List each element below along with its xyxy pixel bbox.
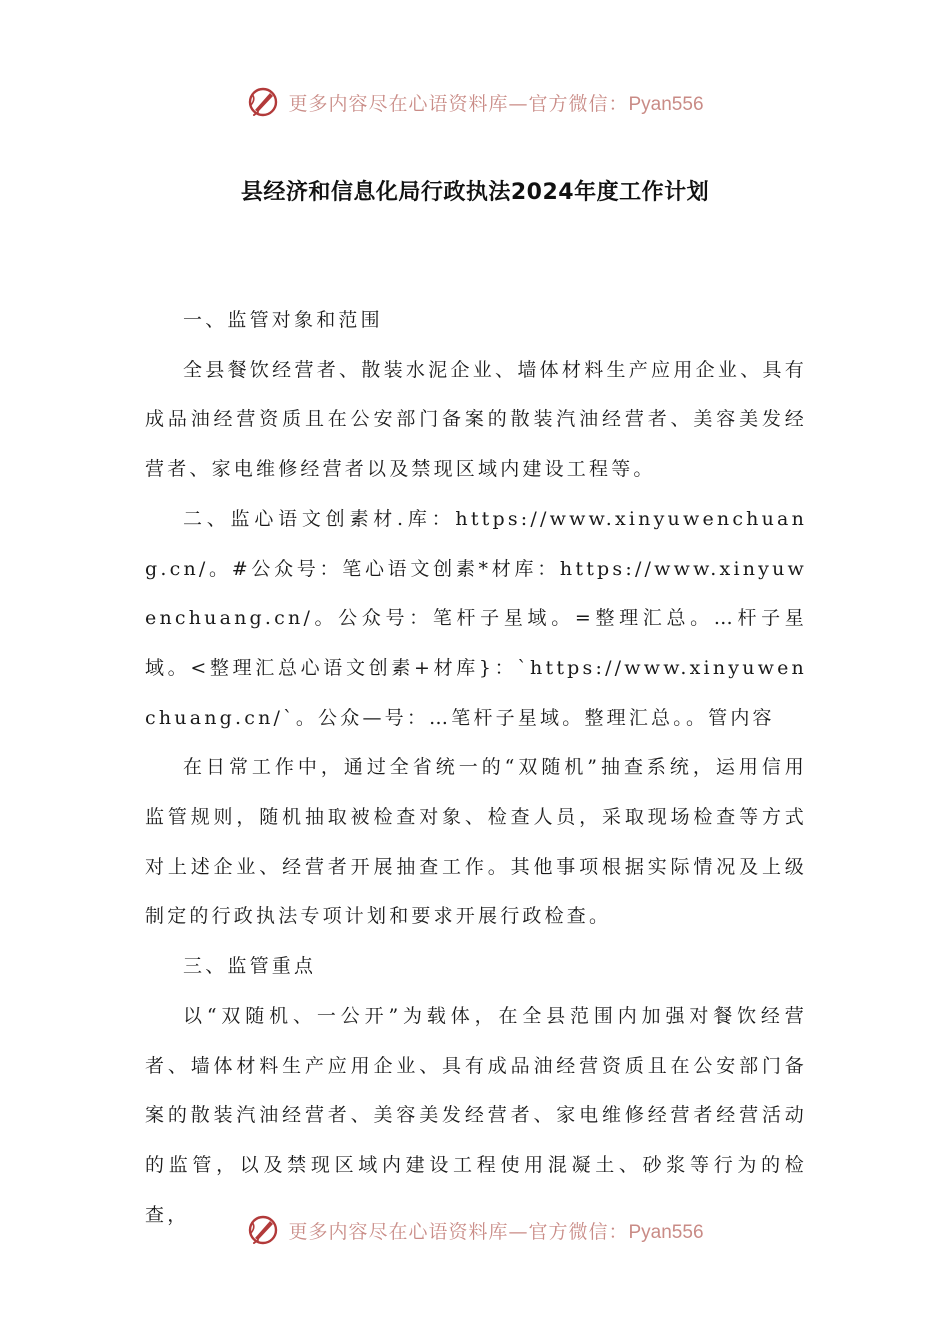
body-paragraph: 在日常工作中，通过全省统一的“双随机”抽查系统，运用信用监管规则，随机抽取被检查对象、检查人员，采取现场检查等方式对上述企业、经营者开展抽查工作。其他事项根据实际情况及上级制定的行政执法专项计划和要求开展行政检查。 [145, 756, 807, 928]
footer-watermark-banner [0, 1208, 950, 1252]
body-paragraph: 全县餐饮经营者、散装水泥企业、墙体材料生产应用企业、具有成品油经营资质且在公安部门备案的散装汽油经营者、美容美发经营者、家电维修经营者以及禁现区域内建设工程等。 [145, 358, 807, 481]
watermark-text: 更多内容尽在心语资料库—官方微信：Pyan556 [288, 1220, 704, 1243]
watermark-text: 更多内容尽在心语资料库—官方微信：Pyan556 [288, 92, 704, 115]
wechat-id: Pyan556 [628, 93, 704, 115]
body-paragraph: 以“双随机、一公开”为载体，在全县范围内加强对餐饮经营者、墙体材料生产应用企业、具有成品油经营资质且在公安部门备案的散装汽油经营者、美容美发经营者、家电维修经营者经营活动的监管，以及禁现区域内建设工程使用混凝土、砂浆等行为的检查， [145, 1004, 807, 1226]
wechat-id: Pyan556 [628, 1221, 704, 1243]
quill-logo-icon [246, 1213, 280, 1247]
document-body [145, 296, 807, 1240]
section-heading-1: 一、监管对象和范围 [183, 309, 383, 331]
quill-logo-icon [246, 85, 280, 119]
section-heading-2: 二、监心语文创素材.库：https://www.xinyuwenchuang.cn/。#公众号：笔心语文创素*材库：https://www.xinyuwenchuang.cn/。公众号：笔杆子星域。=整理汇总。…杆子星域。<整理汇总心语文创素+材库}：`https://www.xinyuwenchuang.cn/`。公众—号：…笔杆子星域。整理汇总。。管内容 [145, 507, 807, 729]
document-title: 县经济和信息化局行政执法2024年度工作计划 [240, 180, 710, 205]
header-watermark-banner [0, 80, 950, 124]
section-heading-3: 三、监管重点 [183, 955, 317, 978]
